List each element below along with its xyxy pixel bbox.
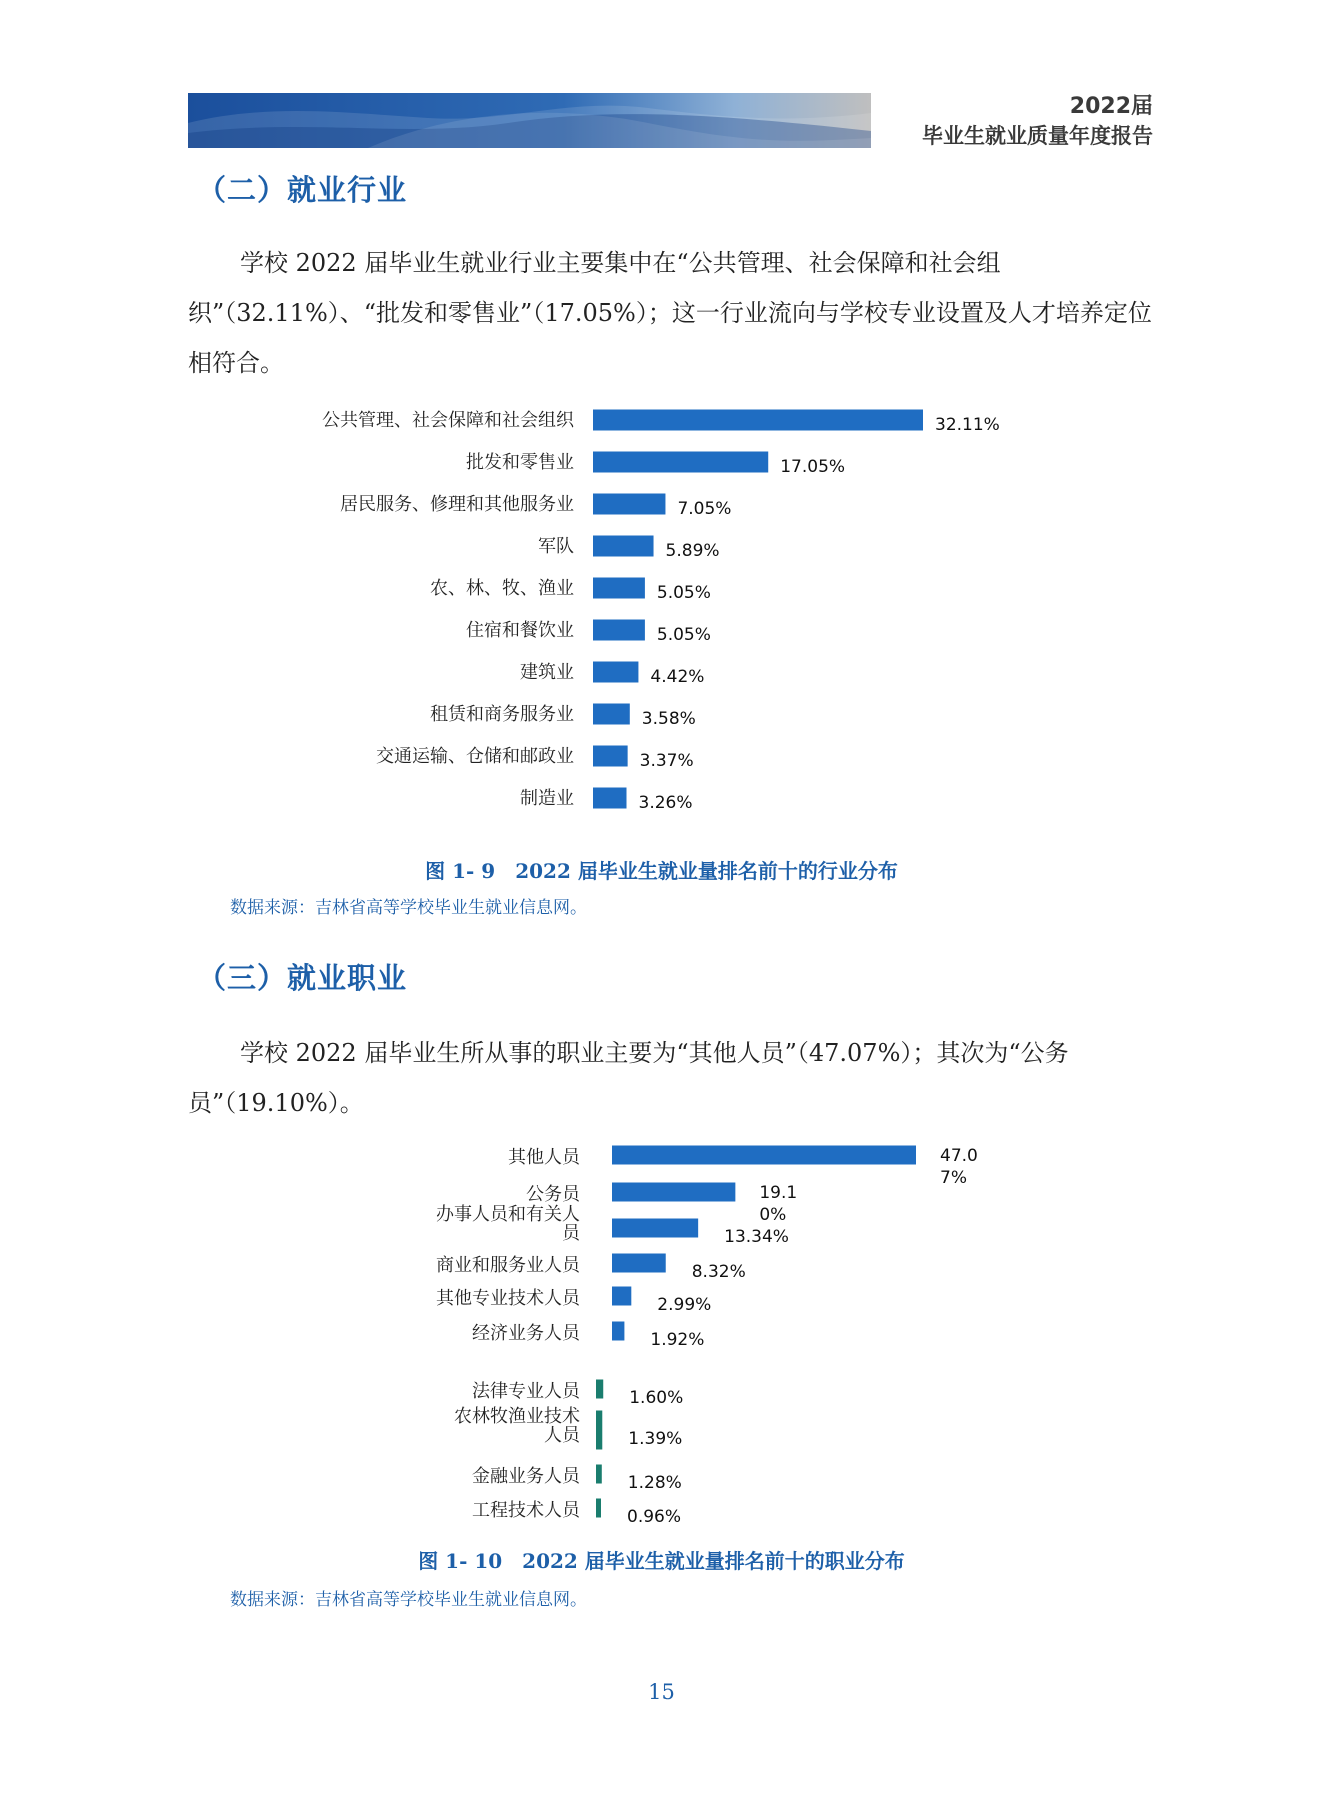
industry-category-label: 住宿和餐饮业 xyxy=(466,620,574,641)
occupation-value-label: 2.99% xyxy=(657,1295,712,1315)
occupation-bar xyxy=(612,1183,735,1202)
occupation-bar xyxy=(596,1380,603,1399)
occupation-category-label: 农林牧渔业技术人员 xyxy=(454,1406,580,1446)
occupation-bar xyxy=(612,1287,631,1306)
occupation-category-label: 办事人员和有关人员 xyxy=(436,1204,580,1244)
occupation-category-label: 商业和服务业人员 xyxy=(436,1255,580,1276)
header-report-title: 毕业生就业质量年度报告 xyxy=(922,124,1153,148)
header-year: 2022届 xyxy=(1069,94,1153,119)
occupation-paragraph: 学校 2022 届毕业生所从事的职业主要为“其他人员”（47.07%）；其次为“公务员”（19.10%）。 xyxy=(188,1039,1069,1117)
industry-value-label: 4.42% xyxy=(650,667,705,687)
industry-category-label: 军队 xyxy=(538,536,574,557)
industry-value-label: 7.05% xyxy=(677,499,732,519)
occupation-bar xyxy=(612,1322,624,1341)
industry-category-label: 建筑业 xyxy=(520,662,574,683)
occupation-value-label: 0.96% xyxy=(627,1507,682,1527)
occupation-category-label: 其他人员 xyxy=(508,1147,580,1168)
occupation-value-label: 1.39% xyxy=(628,1429,683,1449)
industry-value-label: 3.58% xyxy=(641,709,696,729)
industry-category-label: 制造业 xyxy=(520,788,574,809)
occupation-value-label: 1.28% xyxy=(627,1473,682,1493)
industry-value-label: 3.26% xyxy=(638,793,693,813)
occupation-bar xyxy=(596,1499,601,1518)
occupation-value-label: 8.32% xyxy=(691,1262,746,1282)
section-title-occupation: （三）就业职业 xyxy=(197,961,408,995)
industry-category-label: 租赁和商务服务业 xyxy=(430,704,574,725)
industry-value-label: 5.89% xyxy=(665,541,720,561)
page-number: 15 xyxy=(648,1680,675,1704)
occupation-category-label: 工程技术人员 xyxy=(472,1500,580,1521)
occupation-value-label: 19.1 0% xyxy=(759,1183,798,1225)
industry-value-label: 5.05% xyxy=(656,625,711,645)
occupation-value-label: 13.34% xyxy=(724,1227,789,1247)
industry-value-label: 3.37% xyxy=(639,751,694,771)
occupation-data-source: 数据来源：吉林省高等学校毕业生就业信息网。 xyxy=(230,1590,587,1610)
occupation-category-label: 法律专业人员 xyxy=(472,1381,580,1402)
section-title-industry: （二）就业行业 xyxy=(197,173,408,207)
occupation-chart-caption: 图 1- 10 2022 届毕业生就业量排名前十的职业分布 xyxy=(418,1549,905,1573)
industry-value-label: 32.11% xyxy=(935,415,1000,435)
occupation-bar xyxy=(612,1219,698,1238)
occupation-value-label: 1.92% xyxy=(650,1330,705,1350)
industry-category-label: 农、林、牧、渔业 xyxy=(430,578,574,599)
industry-value-label: 5.05% xyxy=(656,583,711,603)
industry-category-label: 居民服务、修理和其他服务业 xyxy=(340,494,574,515)
occupation-bar xyxy=(612,1146,916,1165)
occupation-value-label: 47.0 7% xyxy=(940,1146,978,1188)
occupation-bar xyxy=(596,1465,602,1484)
occupation-category-label: 金融业务人员 xyxy=(472,1466,580,1487)
industry-category-label: 批发和零售业 xyxy=(466,452,574,473)
occupation-bar xyxy=(596,1411,602,1450)
occupation-value-label: 1.60% xyxy=(629,1388,684,1408)
industry-data-source: 数据来源：吉林省高等学校毕业生就业信息网。 xyxy=(230,898,587,918)
occupation-bar xyxy=(612,1254,666,1273)
industry-value-label: 17.05% xyxy=(780,457,846,477)
industry-category-label: 公共管理、社会保障和社会组织 xyxy=(322,410,574,431)
industry-paragraph: 学校 2022 届毕业生就业行业主要集中在“公共管理、社会保障和社会组织”（32.11%）、“批发和零售业”（17.05%）；这一行业流向与学校专业设置及人才培养定位相符合。 xyxy=(188,249,1152,377)
occupation-category-label: 经济业务人员 xyxy=(472,1323,580,1344)
occupation-category-label: 其他专业技术人员 xyxy=(436,1288,580,1309)
industry-category-label: 交通运输、仓储和邮政业 xyxy=(376,746,574,767)
occupation-category-label: 公务员 xyxy=(526,1184,580,1205)
industry-chart-caption: 图 1- 9 2022 届毕业生就业量排名前十的行业分布 xyxy=(425,859,898,883)
